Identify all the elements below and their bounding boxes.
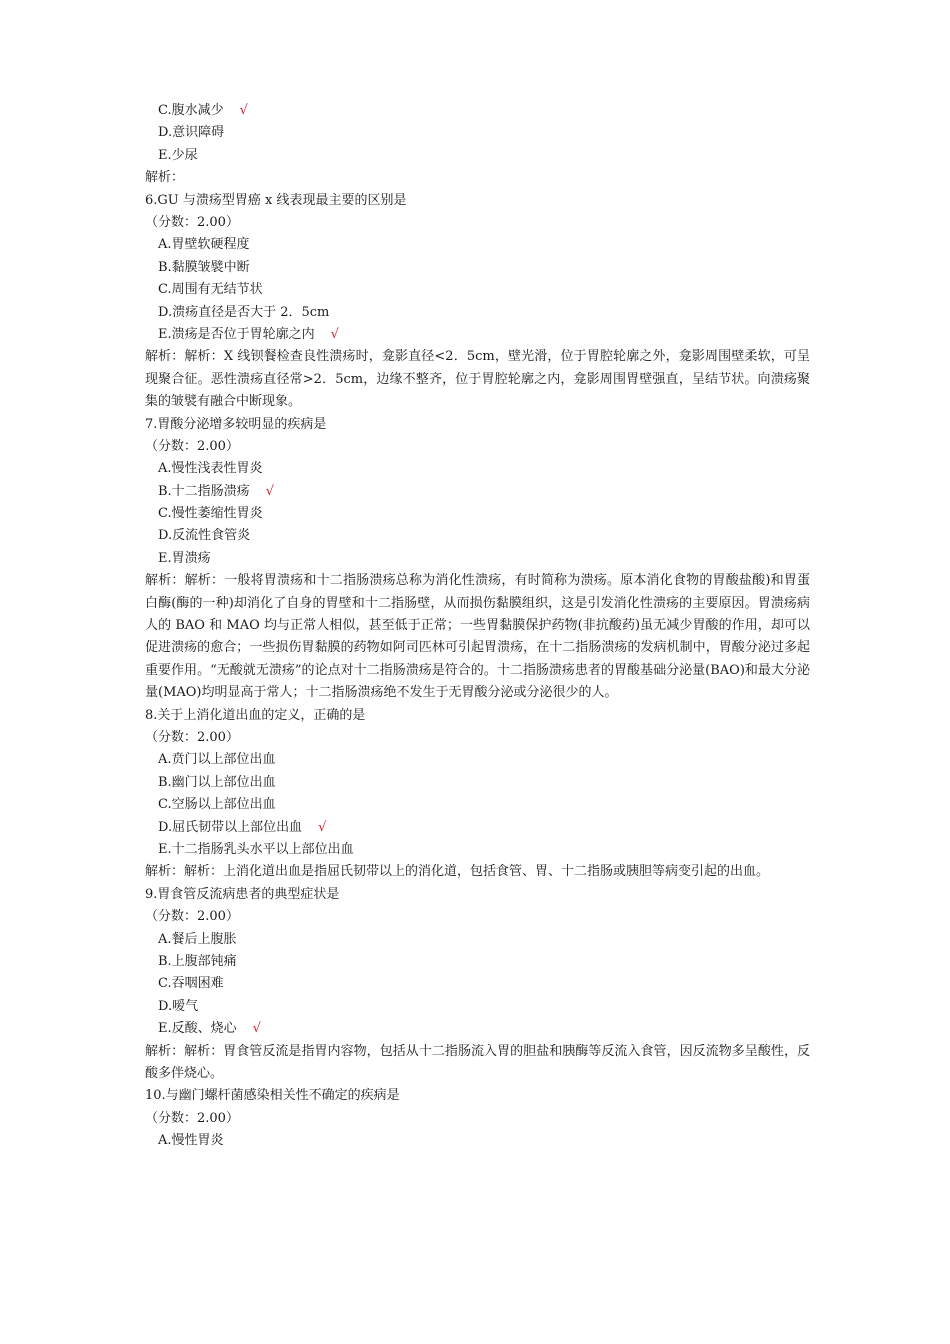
q8-question: 8.关于上消化道出血的定义，正确的是: [145, 707, 366, 723]
q9-option-c[interactable]: C.吞咽困难: [158, 976, 224, 992]
q7-option-b[interactable]: B.十二指肠溃疡 √: [158, 483, 274, 499]
q8-option-a[interactable]: A.贲门以上部位出血: [158, 752, 276, 768]
q8-analysis: 解析：解析：上消化道出血是指屈氏韧带以上的消化道，包括食管、胃、十二指肠或胰胆等病变引起的出血。: [145, 864, 770, 880]
q10-question: 10.与幽门螺杆菌感染相关性不确定的疾病是: [145, 1088, 400, 1104]
q9-score: （分数：2.00）: [145, 909, 239, 925]
q9-question: 9.胃食管反流病患者的典型症状是: [145, 886, 340, 902]
document-page: [145, 100, 810, 1153]
q5-option-d[interactable]: D.意识障碍: [158, 125, 225, 141]
q8-score: （分数：2.00）: [145, 730, 239, 746]
q7-option-c[interactable]: C.慢性萎缩性胃炎: [158, 506, 263, 522]
q6-option-c[interactable]: C.周围有无结节状: [158, 282, 263, 298]
q6-score: （分数：2.00）: [145, 214, 239, 230]
q7-option-a[interactable]: A.慢性浅表性胃炎: [158, 461, 263, 477]
q8-option-e[interactable]: E.十二指肠乳头水平以上部位出血: [158, 842, 354, 858]
q7-score: （分数：2.00）: [145, 438, 239, 454]
q7-question: 7.胃酸分泌增多较明显的疾病是: [145, 416, 327, 432]
correct-check-mark: √: [265, 483, 274, 499]
q7-option-d[interactable]: D.反流性食管炎: [158, 528, 251, 544]
q6-option-b[interactable]: B.黏膜皱襞中断: [158, 259, 250, 275]
q6-option-a[interactable]: A.胃壁软硬程度: [158, 237, 250, 253]
q9-option-a[interactable]: A.餐后上腹胀: [158, 931, 237, 947]
q5-option-c[interactable]: C.腹水减少 √: [158, 103, 248, 118]
q6-option-e[interactable]: E.溃疡是否位于胃轮廓之内 √: [158, 326, 339, 342]
q7-option-e[interactable]: E.胃溃疡: [158, 550, 211, 566]
q8-option-d[interactable]: D.屈氏韧带以上部位出血 √: [158, 819, 327, 835]
q5-option-e[interactable]: E.少尿: [158, 147, 198, 163]
q9-analysis: 解析：解析：胃食管反流是指胃内容物，包括从十二指肠流入胃的胆盐和胰酶等反流入食管，因反流物多呈酸性，反酸多伴烧心。: [145, 1043, 810, 1081]
q10-option-a[interactable]: A.慢性胃炎: [158, 1133, 224, 1149]
q6-option-d[interactable]: D.溃疡直径是否大于 2．5cm: [158, 304, 330, 320]
q5-analysis: 解析：: [145, 170, 185, 186]
q7-analysis: 解析：解析：一般将胃溃疡和十二指肠溃疡总称为消化性溃疡，有时简称为溃疡。原本消化食物的胃酸盐酸)和胃蛋白酶(酶的一种)却消化了自身的胃壁和十二指肠壁，从而损伤黏膜组织，这是引发消化性溃疡的主要原因。胃溃疡病人的 BAO 和 MAO 均与正常人相似，甚至低于正常；一些胃黏膜保护药物(非抗酸药)虽无减少胃酸的作用，却可以促进溃疡的愈合；一些损伤胃黏膜的药物如阿司匹林可引起胃溃疡，在十二指肠溃疡的发病机制中，胃酸分泌过多起重要作用。“无酸就无溃疡”的论点对十二指肠溃疡是符合的。十二指肠溃疡患者的胃酸基础分泌量(BAO)和最大分泌量(MAO)均明显高于常人；十二指肠溃疡绝不发生于无胃酸分泌或分泌很少的人。: [145, 573, 810, 701]
correct-check-mark: √: [330, 326, 339, 342]
q8-option-c[interactable]: C.空肠以上部位出血: [158, 797, 276, 813]
correct-check-mark: √: [318, 819, 327, 835]
q10-score: （分数：2.00）: [145, 1110, 239, 1126]
q9-option-e[interactable]: E.反酸、烧心 √: [158, 1021, 261, 1037]
q8-option-b[interactable]: B.幽门以上部位出血: [158, 774, 276, 790]
q9-option-d[interactable]: D.嗳气: [158, 998, 199, 1014]
q9-option-b[interactable]: B.上腹部钝痛: [158, 954, 237, 969]
q6-analysis: 解析：解析：X 线钡餐检查良性溃疡时，龛影直径<2．5cm，壁光滑，位于胃腔轮廓之外，龛影周围壁柔软，可呈现聚合征。恶性溃疡直径常>2．5cm，边缘不整齐，位于胃腔轮廓之内，龛影周围胃壁强直，呈结节状。向溃疡聚集的皱襞有融合中断现象。: [145, 349, 810, 410]
q6-question: 6.GU 与溃疡型胃癌 x 线表现最主要的区别是: [145, 192, 407, 208]
correct-check-mark: √: [239, 103, 248, 118]
correct-check-mark: √: [252, 1021, 261, 1037]
